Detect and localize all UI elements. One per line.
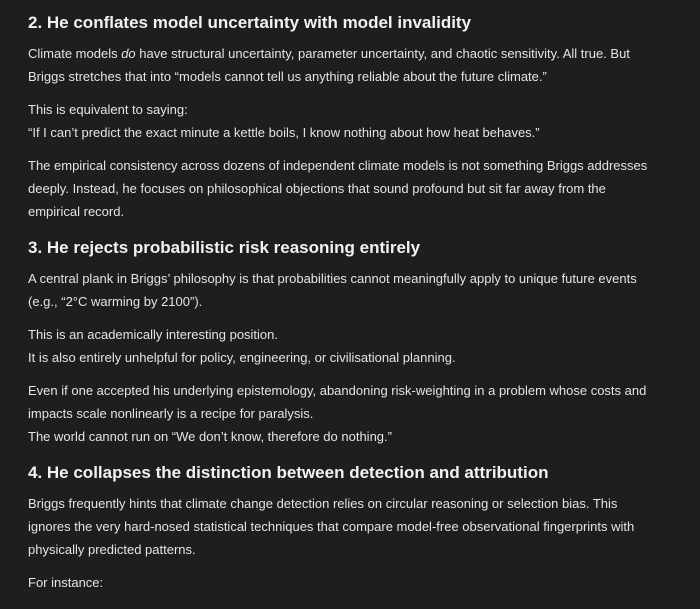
section-4-paragraph-2 — [28, 571, 678, 594]
section-heading-2: 2. He conflates model uncertainty with model invalidity — [28, 13, 472, 32]
section-3-paragraph-3 — [28, 379, 678, 448]
text-run: deeply. Instead, he focuses on philosophical objections that sound profound but sit far away from the — [28, 181, 606, 196]
message-content — [28, 0, 678, 594]
section-4-paragraph-1 — [28, 492, 678, 561]
text-run: For instance: — [28, 575, 104, 590]
text-run: ignores the very hard-nosed statistical techniques that compare model-free observational fingerprints with — [28, 519, 635, 534]
text-run: It is also entirely unhelpful for policy, engineering, or civilisational planning. — [28, 350, 456, 365]
text-run: physically predicted patterns. — [28, 542, 196, 557]
section-3-paragraph-1 — [28, 267, 678, 313]
text-run: This is an academically interesting position. — [28, 327, 279, 342]
text-run: have structural uncertainty, parameter uncertainty, and chaotic sensitivity. All true. But — [135, 46, 630, 61]
text-run: The world cannot run on “We don’t know, therefore do nothing.” — [28, 429, 392, 444]
text-run: Even if one accepted his underlying epistemology, abandoning risk-weighting in a problem whose costs and — [28, 383, 647, 398]
text-run: A central plank in Briggs’ philosophy is that probabilities cannot meaningfully apply to unique future events — [28, 271, 637, 286]
text-run: empirical record. — [28, 204, 125, 219]
section-2-paragraph-2 — [28, 98, 678, 144]
text-run: “If I can’t predict the exact minute a kettle boils, I know nothing about how heat behaves.” — [28, 125, 540, 140]
section-heading-3: 3. He rejects probabilistic risk reasoning entirely — [28, 238, 421, 257]
text-run: impacts scale nonlinearly is a recipe for paralysis. — [28, 406, 314, 421]
section-3-paragraph-2 — [28, 323, 678, 369]
text-run: Climate models — [28, 46, 122, 61]
text-run: (e.g., “2°C warming by 2100”). — [28, 294, 203, 309]
section-2-paragraph-1 — [28, 42, 678, 88]
section-2-paragraph-3 — [28, 154, 678, 223]
section-heading-4: 4. He collapses the distinction between detection and attribution — [28, 463, 549, 482]
emphasis-text: do — [121, 46, 136, 61]
text-run: This is equivalent to saying: — [28, 102, 188, 117]
text-run: Briggs frequently hints that climate change detection relies on circular reasoning or selection bias. This — [28, 496, 618, 511]
text-run: The empirical consistency across dozens of independent climate models is not something Briggs addresses — [28, 158, 648, 173]
text-run: Briggs stretches that into “models cannot tell us anything reliable about the future climate.” — [28, 69, 547, 84]
